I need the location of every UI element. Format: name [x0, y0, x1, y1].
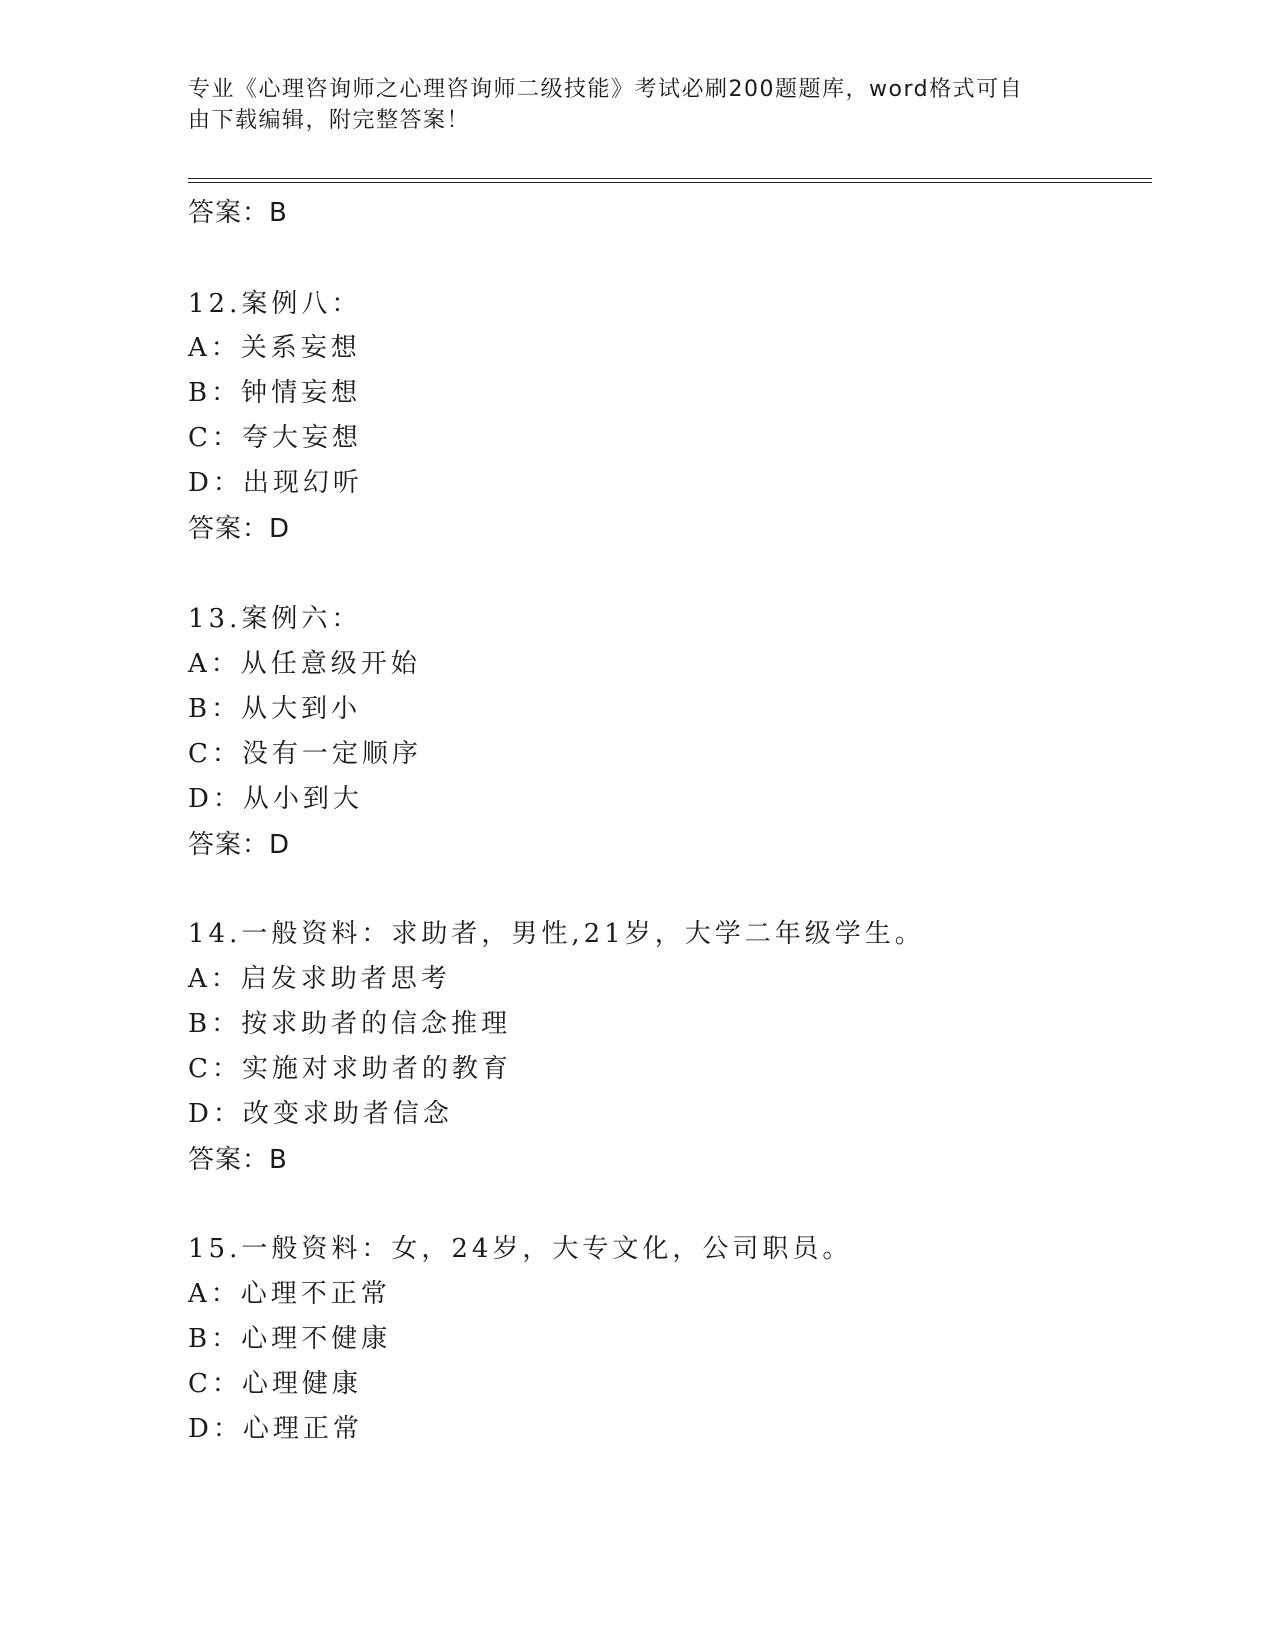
answer-line: 答案：D — [188, 830, 291, 860]
option-c: C：实施对求助者的教育 — [188, 1054, 512, 1084]
answer-line: 答案：B — [188, 198, 288, 228]
option-d: D：从小到大 — [188, 784, 363, 814]
option-b: B：从大到小 — [188, 694, 362, 724]
option-b: B：心理不健康 — [188, 1324, 392, 1354]
option-d: D：改变求助者信念 — [188, 1099, 453, 1129]
question-13: 13.案例六： — [188, 604, 362, 634]
option-d: D：出现幻听 — [188, 468, 363, 498]
option-d: D：心理正常 — [188, 1414, 363, 1444]
question-14: 14.一般资料：求助者，男性,21岁，大学二年级学生。 — [188, 919, 925, 949]
option-c: C：夸大妄想 — [188, 423, 362, 453]
option-c: C：心理健康 — [188, 1369, 362, 1399]
answer-line: 答案：D — [188, 514, 291, 544]
question-12: 12.案例八： — [188, 289, 362, 319]
option-b: B：按求助者的信念推理 — [188, 1009, 512, 1039]
option-a: A：启发求助者思考 — [188, 964, 451, 994]
option-a: A：关系妄想 — [188, 333, 361, 363]
header-line-1: 专业《心理咨询师之心理咨询师二级技能》考试必刷200题题库，word格式可自 — [188, 77, 1024, 102]
option-c: C：没有一定顺序 — [188, 739, 422, 769]
option-b: B：钟情妄想 — [188, 378, 362, 408]
option-a: A：心理不正常 — [188, 1279, 391, 1309]
document-header — [188, 74, 1068, 136]
option-a: A：从任意级开始 — [188, 649, 421, 679]
answer-line: 答案：B — [188, 1145, 288, 1175]
header-divider — [188, 178, 1152, 183]
question-15: 15.一般资料：女，24岁，大专文化，公司职员。 — [188, 1234, 853, 1264]
header-line-2: 由下载编辑，附完整答案！ — [188, 108, 471, 133]
